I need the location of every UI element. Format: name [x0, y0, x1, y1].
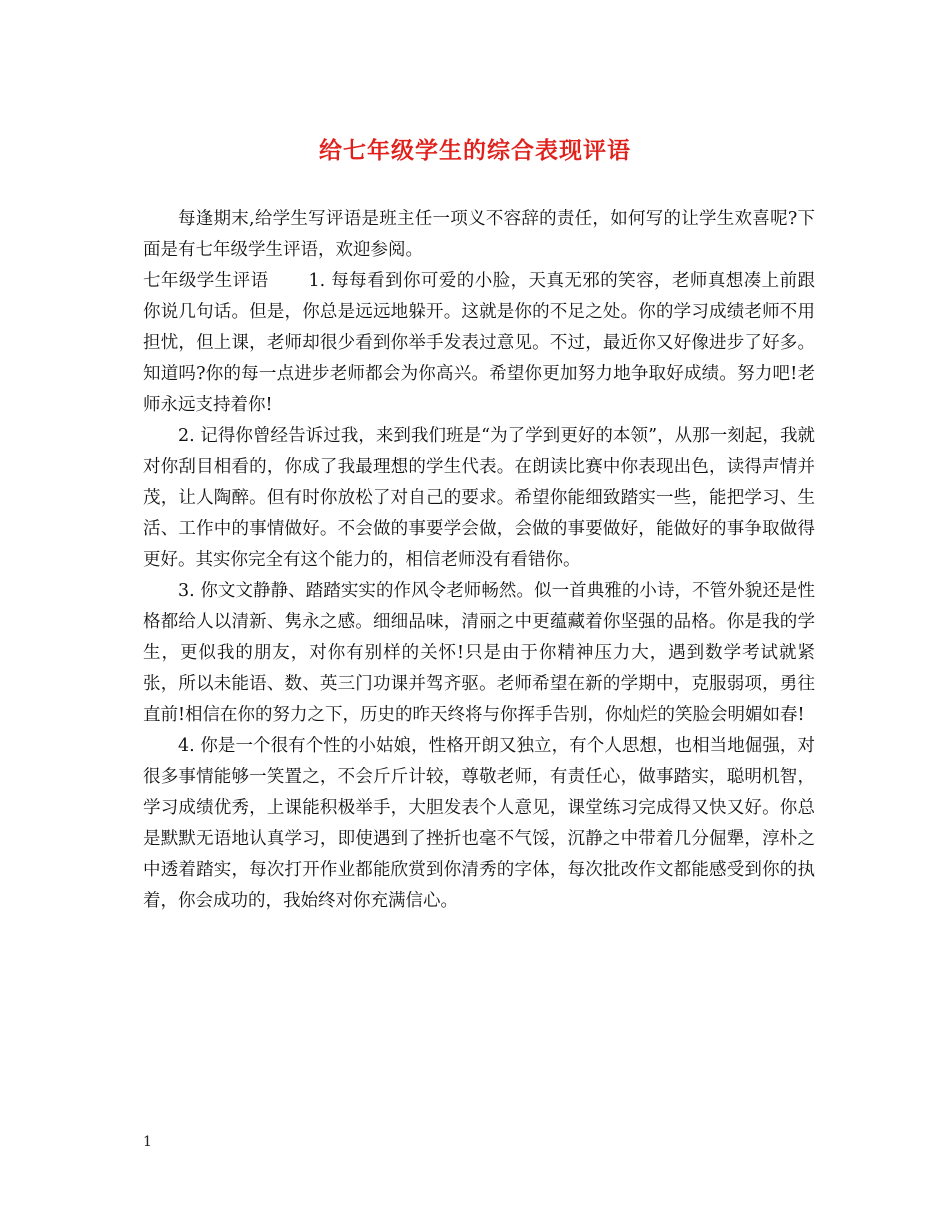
- comment-paragraph-2: 2. 记得你曾经告诉过我，来到我们班是“为了学到更好的本领”，从那一刻起，我就对你刮目相看的，你成了我最理想的学生代表。在朗读比赛中你表现出色，读得声情并茂，让人陶醉。但有时你放松了对自己的要求。希望你能细致踏实一些，能把学习、生活、工作中的事情做好。不会做的事要学会做，会做的事要做好，能做好的事争取做得更好。其实你完全有这个能力的，相信老师没有看错你。: [143, 426, 815, 570]
- comment-paragraph-1: [143, 266, 815, 421]
- document-body: [143, 204, 815, 917]
- section-label: 七年级学生评语: [143, 271, 269, 291]
- document-title: 给七年级学生的综合表现评语: [319, 137, 631, 164]
- comment-paragraph-3: 3. 你文文静静、踏踏实实的作风令老师畅然。似一首典雅的小诗，不管外貌还是性格都给人以清新、隽永之感。细细品味，清丽之中更蕴藏着你坚强的品格。你是我的学生，更似我的朋友，对你有别样的关怀!只是由于你精神压力大，遇到数学考试就紧张，所以未能语、数、英三门功课并驾齐驱。老师希望在新的学期中，克服弱项，勇往直前!相信在你的努力之下，历史的昨天终将与你挥手告别，你灿烂的笑脸会明媚如春!: [143, 581, 815, 725]
- comment-paragraph-4: 4. 你是一个很有个性的小姑娘，性格开朗又独立，有个人思想，也相当地倔强，对很多事情能够一笑置之，不会斤斤计较，尊敬老师，有责任心，做事踏实，聪明机智，学习成绩优秀，上课能积极举手，大胆发表个人意见，课堂练习完成得又快又好。你总是默默无语地认真学习，即使遇到了挫折也毫不气馁，沉静之中带着几分倔犟，淳朴之中透着踏实，每次打开作业都能欣赏到你清秀的字体，每次批改作文都能感受到你的执着，你会成功的，我始终对你充满信心。: [143, 736, 815, 911]
- comment-text-1: 1. 每每看到你可爱的小脸，天真无邪的笑容，老师真想凑上前跟你说几句话。但是，你总是远远地躲开。这就是你的不足之处。你的学习成绩老师不用担忧，但上课，老师却很少看到你举手发表过意见。不过，最近你又好像进步了好多。知道吗?你的每一点进步老师都会为你高兴。希望你更加努力地争取好成绩。努力吧!老师永远支持着你!: [143, 271, 816, 415]
- intro-paragraph: 每逢期末,给学生写评语是班主任一项义不容辞的责任，如何写的让学生欢喜呢?下面是有七年级学生评语，欢迎参阅。: [143, 209, 815, 260]
- page-number: 1: [143, 1134, 152, 1150]
